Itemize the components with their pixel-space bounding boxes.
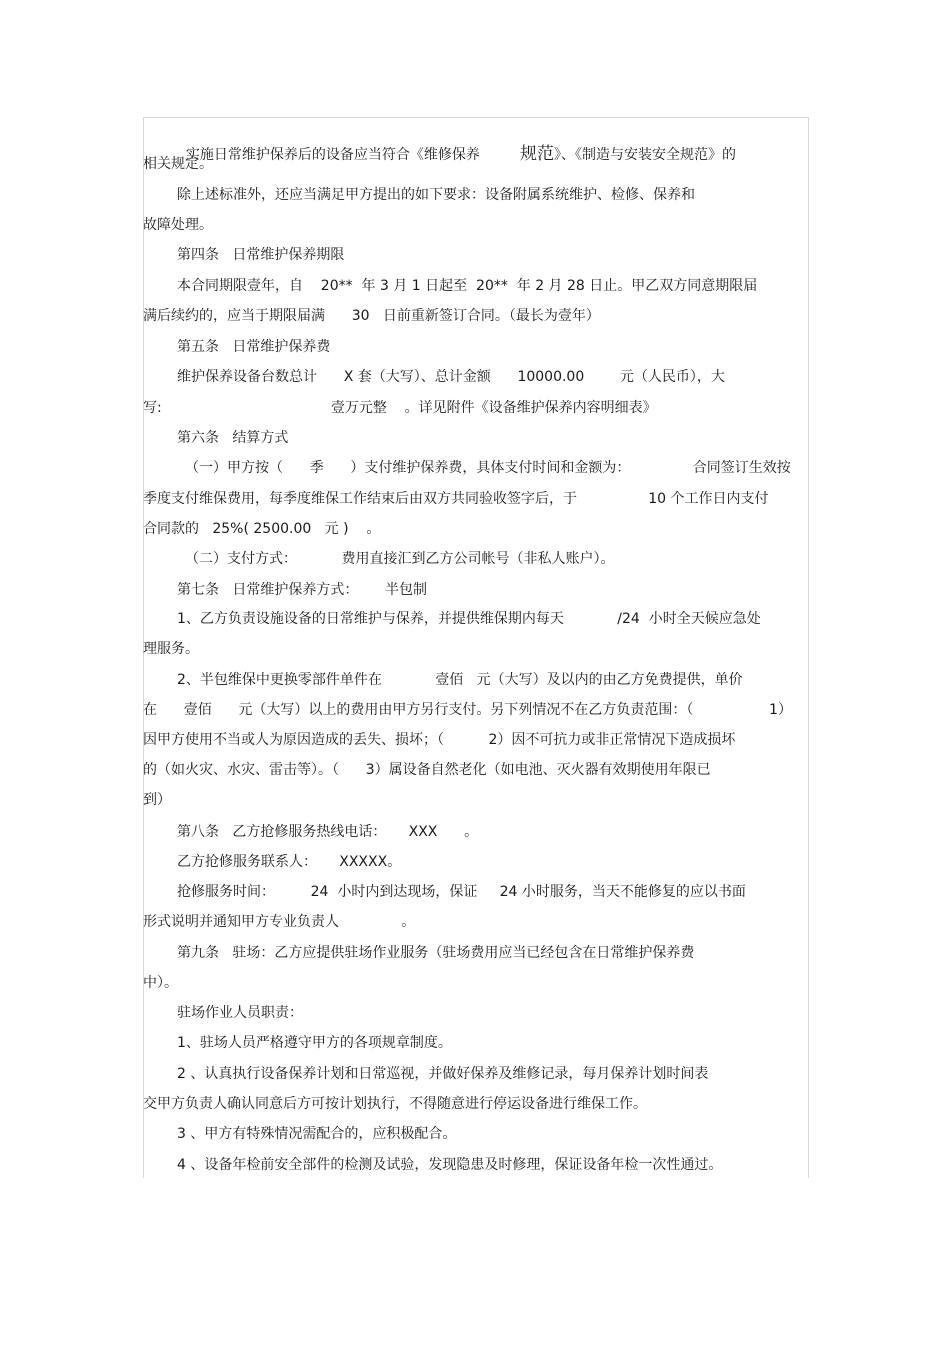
text-segment-large: 规范 xyxy=(519,144,554,164)
text-line: 4 、设备年检前安全部件的检测及试验，发现隐患及时修理，保证设备年检一次性通过。 xyxy=(177,1157,723,1173)
text-line: 中）。 xyxy=(143,975,178,991)
text-line: 因甲方使用不当或人为原因造成的丢失、损坏；（ 2）因不可抗力或非正常情况下造成损坏 xyxy=(143,732,736,748)
text-line: 在 壹佰 元（大写）以上的费用由甲方另行支付。另下列情况不在乙方负责范围：（ 1） xyxy=(143,702,792,718)
article-heading: 第七条 日常维护保养方式： 半包制 xyxy=(177,582,428,598)
text-line: 写: 壹万元整 。详见附件《设备维护保养内容明细表》 xyxy=(143,400,657,416)
text-line: 理服务。 xyxy=(143,641,199,657)
text-line: 季度支付维保费用，每季度维保工作结束后由双方共同验收签字后，于 10 个工作日内支付 xyxy=(143,491,769,507)
text-line: 2、半包维保中更换零部件单件在 壹佰 元（大写）及以内的由乙方免费提供，单价 xyxy=(177,672,743,688)
text-line: （二）支付方式： 费用直接汇到乙方公司帐号（非私人账户）。 xyxy=(185,551,615,567)
text-line: 的（如火灾、水灾、雷击等）。（ 3）属设备自然老化（如电池、灭火器有效期使用年限已 xyxy=(143,762,711,778)
text-line: 除上述标准外，还应当满足甲方提出的如下要求：设备附属系统维护、检修、保养和 xyxy=(177,187,695,203)
text-line: 交甲方负责人确认同意后方可按计划执行，不得随意进行停运设备进行维保工作。 xyxy=(143,1096,647,1112)
text-line: 相关规定。 xyxy=(143,156,213,172)
text-line: 2 、认真执行设备保养计划和日常巡视，并做好保养及维修记录，每月保养计划时间表 xyxy=(177,1066,709,1082)
text-line: 维护保养设备台数总计 X 套（大写）、总计金额 10000.00 元（人民币），大 xyxy=(177,369,725,385)
text-line: 乙方抢修服务联系人： XXXXX。 xyxy=(177,854,402,870)
article-heading: 第六条 结算方式 xyxy=(177,430,289,446)
text-line: 1、乙方负责设施设备的日常维护与保养，并提供维保期内每天 /24 小时全天候应急处 xyxy=(177,611,761,627)
text-line: 3 、甲方有特殊情况需配合的，应积极配合。 xyxy=(177,1126,457,1142)
article-heading: 第四条 日常维护保养期限 xyxy=(177,247,345,263)
text-line: 抢修服务时间： 24 小时内到达现场，保证 24 小时服务，当天不能修复的应以书面 xyxy=(177,884,746,900)
text-segment: 实施日常维护保养后的设备应当符合《维修保养 xyxy=(185,147,480,163)
text-line: 满后续约的，应当于期限届满 30 日前重新签订合同。（最长为壹年） xyxy=(143,308,600,324)
text-segment: 》、《制造与安装安全规范》的 xyxy=(553,147,736,163)
para-maintenance-standard xyxy=(177,124,736,165)
text-line: 故障处理。 xyxy=(143,217,213,233)
article-heading: 第九条 驻场：乙方应提供驻场作业服务（驻场费用应当已经包含在日常维护保养费 xyxy=(177,945,695,961)
article-heading: 第五条 日常维护保养费 xyxy=(177,339,331,355)
text-line: 本合同期限壹年，自 20** 年 3 月 1 日起至 20** 年 2 月 28 日止。甲乙双方同意期限届 xyxy=(177,278,758,294)
text-line: 合同款的 25%( 2500.00 元 ) 。 xyxy=(143,521,381,537)
text-line: （一）甲方按（ 季 ）支付维护保养费，具体支付时间和金额为： 合同签订生效按 xyxy=(185,460,791,476)
text-line: 1、驻场人员严格遵守甲方的各项规章制度。 xyxy=(177,1035,452,1051)
text-line: 形式说明并通知甲方专业负责人 。 xyxy=(143,914,416,930)
text-line: 驻场作业人员职责： xyxy=(177,1005,303,1021)
text-line: 到） xyxy=(143,792,171,808)
article-heading: 第八条 乙方抢修服务热线电话： XXX 。 xyxy=(177,824,479,840)
